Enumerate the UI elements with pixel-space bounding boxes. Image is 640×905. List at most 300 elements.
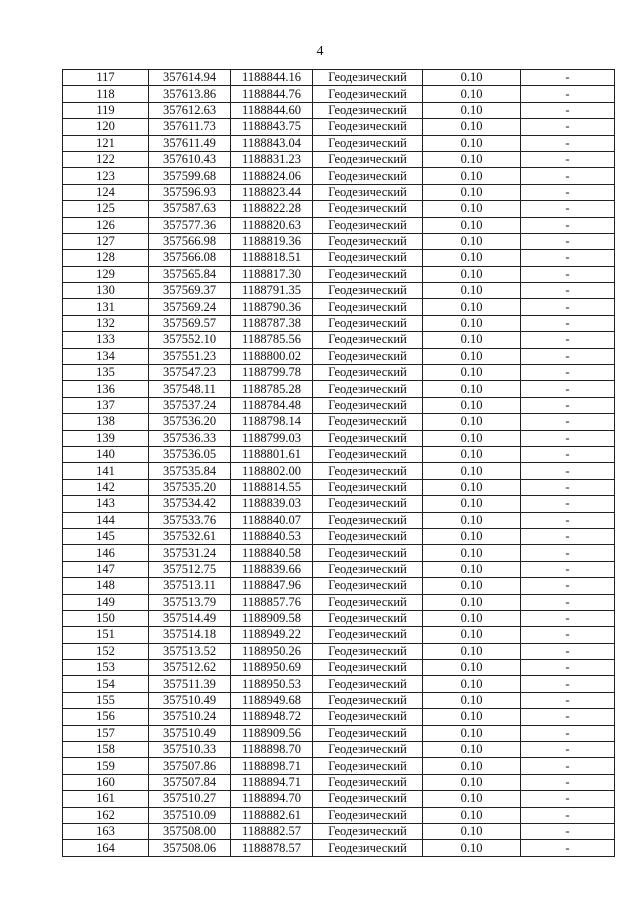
table-row — [63, 414, 615, 430]
method-cell: Геодезический — [313, 676, 423, 692]
accuracy-cell: 0.10 — [423, 643, 521, 659]
accuracy-cell: 0.10 — [423, 430, 521, 446]
description-cell: - — [521, 348, 615, 364]
x-coordinate-cell: 357514.18 — [149, 627, 231, 643]
accuracy-cell: 0.10 — [423, 184, 521, 200]
description-cell: - — [521, 840, 615, 856]
description-cell: - — [521, 315, 615, 331]
x-coordinate-cell: 357611.49 — [149, 135, 231, 151]
method-cell: Геодезический — [313, 774, 423, 790]
y-coordinate-cell: 1188824.06 — [231, 168, 313, 184]
accuracy-cell: 0.10 — [423, 233, 521, 249]
method-cell: Геодезический — [313, 332, 423, 348]
table-row — [63, 184, 615, 200]
table-row — [63, 528, 615, 544]
method-cell: Геодезический — [313, 463, 423, 479]
accuracy-cell: 0.10 — [423, 791, 521, 807]
method-cell: Геодезический — [313, 840, 423, 856]
x-coordinate-cell: 357510.24 — [149, 709, 231, 725]
description-cell: - — [521, 168, 615, 184]
description-cell: - — [521, 250, 615, 266]
accuracy-cell: 0.10 — [423, 774, 521, 790]
y-coordinate-cell: 1188950.69 — [231, 660, 313, 676]
point-number-cell: 152 — [63, 643, 149, 659]
description-cell: - — [521, 102, 615, 118]
table-row — [63, 676, 615, 692]
accuracy-cell: 0.10 — [423, 627, 521, 643]
x-coordinate-cell: 357596.93 — [149, 184, 231, 200]
y-coordinate-cell: 1188898.71 — [231, 758, 313, 774]
x-coordinate-cell: 357514.49 — [149, 610, 231, 626]
x-coordinate-cell: 357552.10 — [149, 332, 231, 348]
x-coordinate-cell: 357548.11 — [149, 381, 231, 397]
description-cell: - — [521, 365, 615, 381]
description-cell: - — [521, 151, 615, 167]
point-number-cell: 145 — [63, 528, 149, 544]
accuracy-cell: 0.10 — [423, 315, 521, 331]
coordinates-table-body — [63, 70, 615, 857]
x-coordinate-cell: 357612.63 — [149, 102, 231, 118]
y-coordinate-cell: 1188909.56 — [231, 725, 313, 741]
x-coordinate-cell: 357512.75 — [149, 561, 231, 577]
accuracy-cell: 0.10 — [423, 217, 521, 233]
accuracy-cell: 0.10 — [423, 299, 521, 315]
y-coordinate-cell: 1188840.07 — [231, 512, 313, 528]
method-cell: Геодезический — [313, 102, 423, 118]
x-coordinate-cell: 357510.27 — [149, 791, 231, 807]
table-row — [63, 348, 615, 364]
accuracy-cell: 0.10 — [423, 168, 521, 184]
x-coordinate-cell: 357535.84 — [149, 463, 231, 479]
table-row — [63, 692, 615, 708]
description-cell: - — [521, 86, 615, 102]
method-cell: Геодезический — [313, 545, 423, 561]
table-row — [63, 446, 615, 462]
x-coordinate-cell: 357510.33 — [149, 742, 231, 758]
accuracy-cell: 0.10 — [423, 742, 521, 758]
point-number-cell: 146 — [63, 545, 149, 561]
description-cell: - — [521, 119, 615, 135]
x-coordinate-cell: 357569.37 — [149, 283, 231, 299]
x-coordinate-cell: 357533.76 — [149, 512, 231, 528]
point-number-cell: 162 — [63, 807, 149, 823]
table-row — [63, 545, 615, 561]
accuracy-cell: 0.10 — [423, 365, 521, 381]
y-coordinate-cell: 1188950.26 — [231, 643, 313, 659]
method-cell: Геодезический — [313, 86, 423, 102]
accuracy-cell: 0.10 — [423, 250, 521, 266]
point-number-cell: 142 — [63, 479, 149, 495]
method-cell: Геодезический — [313, 594, 423, 610]
x-coordinate-cell: 357513.79 — [149, 594, 231, 610]
y-coordinate-cell: 1188798.14 — [231, 414, 313, 430]
y-coordinate-cell: 1188844.16 — [231, 70, 313, 86]
y-coordinate-cell: 1188823.44 — [231, 184, 313, 200]
point-number-cell: 132 — [63, 315, 149, 331]
method-cell: Геодезический — [313, 348, 423, 364]
accuracy-cell: 0.10 — [423, 823, 521, 839]
accuracy-cell: 0.10 — [423, 446, 521, 462]
y-coordinate-cell: 1188790.36 — [231, 299, 313, 315]
y-coordinate-cell: 1188802.00 — [231, 463, 313, 479]
method-cell: Геодезический — [313, 266, 423, 282]
point-number-cell: 157 — [63, 725, 149, 741]
accuracy-cell: 0.10 — [423, 561, 521, 577]
x-coordinate-cell: 357551.23 — [149, 348, 231, 364]
accuracy-cell: 0.10 — [423, 709, 521, 725]
table-row — [63, 266, 615, 282]
table-row — [63, 315, 615, 331]
description-cell: - — [521, 627, 615, 643]
point-number-cell: 131 — [63, 299, 149, 315]
accuracy-cell: 0.10 — [423, 463, 521, 479]
method-cell: Геодезический — [313, 446, 423, 462]
y-coordinate-cell: 1188801.61 — [231, 446, 313, 462]
method-cell: Геодезический — [313, 660, 423, 676]
description-cell: - — [521, 692, 615, 708]
description-cell: - — [521, 135, 615, 151]
method-cell: Геодезический — [313, 119, 423, 135]
description-cell: - — [521, 774, 615, 790]
description-cell: - — [521, 545, 615, 561]
y-coordinate-cell: 1188843.04 — [231, 135, 313, 151]
table-row — [63, 791, 615, 807]
y-coordinate-cell: 1188948.72 — [231, 709, 313, 725]
method-cell: Геодезический — [313, 742, 423, 758]
accuracy-cell: 0.10 — [423, 545, 521, 561]
y-coordinate-cell: 1188949.68 — [231, 692, 313, 708]
description-cell: - — [521, 70, 615, 86]
x-coordinate-cell: 357534.42 — [149, 496, 231, 512]
x-coordinate-cell: 357532.61 — [149, 528, 231, 544]
method-cell: Геодезический — [313, 561, 423, 577]
table-row — [63, 201, 615, 217]
table-row — [63, 807, 615, 823]
x-coordinate-cell: 357577.36 — [149, 217, 231, 233]
x-coordinate-cell: 357512.62 — [149, 660, 231, 676]
method-cell: Геодезический — [313, 365, 423, 381]
accuracy-cell: 0.10 — [423, 758, 521, 774]
method-cell: Геодезический — [313, 627, 423, 643]
page-number: 4 — [316, 44, 324, 59]
description-cell: - — [521, 217, 615, 233]
x-coordinate-cell: 357508.06 — [149, 840, 231, 856]
method-cell: Геодезический — [313, 201, 423, 217]
accuracy-cell: 0.10 — [423, 692, 521, 708]
method-cell: Геодезический — [313, 168, 423, 184]
y-coordinate-cell: 1188799.78 — [231, 365, 313, 381]
method-cell: Геодезический — [313, 381, 423, 397]
table-row — [63, 217, 615, 233]
method-cell: Геодезический — [313, 250, 423, 266]
method-cell: Геодезический — [313, 643, 423, 659]
x-coordinate-cell: 357610.43 — [149, 151, 231, 167]
method-cell: Геодезический — [313, 414, 423, 430]
y-coordinate-cell: 1188894.70 — [231, 791, 313, 807]
accuracy-cell: 0.10 — [423, 578, 521, 594]
description-cell: - — [521, 561, 615, 577]
table-row — [63, 151, 615, 167]
accuracy-cell: 0.10 — [423, 676, 521, 692]
table-row — [63, 660, 615, 676]
point-number-cell: 135 — [63, 365, 149, 381]
y-coordinate-cell: 1188949.22 — [231, 627, 313, 643]
x-coordinate-cell: 357510.09 — [149, 807, 231, 823]
table-row — [63, 233, 615, 249]
table-row — [63, 332, 615, 348]
table-row — [63, 102, 615, 118]
method-cell: Геодезический — [313, 397, 423, 413]
point-number-cell: 121 — [63, 135, 149, 151]
x-coordinate-cell: 357614.94 — [149, 70, 231, 86]
table-row — [63, 643, 615, 659]
table-row — [63, 365, 615, 381]
table-row — [63, 86, 615, 102]
point-number-cell: 125 — [63, 201, 149, 217]
x-coordinate-cell: 357569.57 — [149, 315, 231, 331]
accuracy-cell: 0.10 — [423, 86, 521, 102]
method-cell: Геодезический — [313, 184, 423, 200]
y-coordinate-cell: 1188831.23 — [231, 151, 313, 167]
y-coordinate-cell: 1188785.56 — [231, 332, 313, 348]
point-number-cell: 136 — [63, 381, 149, 397]
y-coordinate-cell: 1188791.35 — [231, 283, 313, 299]
coordinates-table — [62, 69, 615, 857]
point-number-cell: 160 — [63, 774, 149, 790]
point-number-cell: 143 — [63, 496, 149, 512]
y-coordinate-cell: 1188817.30 — [231, 266, 313, 282]
table-row — [63, 430, 615, 446]
description-cell: - — [521, 610, 615, 626]
description-cell: - — [521, 512, 615, 528]
x-coordinate-cell: 357510.49 — [149, 692, 231, 708]
accuracy-cell: 0.10 — [423, 594, 521, 610]
accuracy-cell: 0.10 — [423, 414, 521, 430]
y-coordinate-cell: 1188787.38 — [231, 315, 313, 331]
accuracy-cell: 0.10 — [423, 512, 521, 528]
point-number-cell: 130 — [63, 283, 149, 299]
x-coordinate-cell: 357507.84 — [149, 774, 231, 790]
accuracy-cell: 0.10 — [423, 151, 521, 167]
point-number-cell: 151 — [63, 627, 149, 643]
method-cell: Геодезический — [313, 233, 423, 249]
y-coordinate-cell: 1188784.48 — [231, 397, 313, 413]
table-row — [63, 381, 615, 397]
description-cell: - — [521, 479, 615, 495]
point-number-cell: 141 — [63, 463, 149, 479]
point-number-cell: 137 — [63, 397, 149, 413]
point-number-cell: 120 — [63, 119, 149, 135]
method-cell: Геодезический — [313, 299, 423, 315]
point-number-cell: 128 — [63, 250, 149, 266]
description-cell: - — [521, 758, 615, 774]
table-row — [63, 709, 615, 725]
method-cell: Геодезический — [313, 430, 423, 446]
table-row — [63, 774, 615, 790]
x-coordinate-cell: 357510.49 — [149, 725, 231, 741]
description-cell: - — [521, 709, 615, 725]
description-cell: - — [521, 594, 615, 610]
description-cell: - — [521, 742, 615, 758]
description-cell: - — [521, 660, 615, 676]
table-row — [63, 823, 615, 839]
x-coordinate-cell: 357587.63 — [149, 201, 231, 217]
method-cell: Геодезический — [313, 758, 423, 774]
point-number-cell: 133 — [63, 332, 149, 348]
point-number-cell: 129 — [63, 266, 149, 282]
table-row — [63, 299, 615, 315]
point-number-cell: 150 — [63, 610, 149, 626]
x-coordinate-cell: 357507.86 — [149, 758, 231, 774]
accuracy-cell: 0.10 — [423, 119, 521, 135]
table-row — [63, 725, 615, 741]
point-number-cell: 139 — [63, 430, 149, 446]
description-cell: - — [521, 725, 615, 741]
accuracy-cell: 0.10 — [423, 479, 521, 495]
x-coordinate-cell: 357511.39 — [149, 676, 231, 692]
y-coordinate-cell: 1188819.36 — [231, 233, 313, 249]
accuracy-cell: 0.10 — [423, 348, 521, 364]
accuracy-cell: 0.10 — [423, 201, 521, 217]
point-number-cell: 127 — [63, 233, 149, 249]
point-number-cell: 149 — [63, 594, 149, 610]
method-cell: Геодезический — [313, 70, 423, 86]
table-row — [63, 479, 615, 495]
description-cell: - — [521, 496, 615, 512]
description-cell: - — [521, 414, 615, 430]
point-number-cell: 148 — [63, 578, 149, 594]
x-coordinate-cell: 357536.05 — [149, 446, 231, 462]
x-coordinate-cell: 357547.23 — [149, 365, 231, 381]
x-coordinate-cell: 357508.00 — [149, 823, 231, 839]
description-cell: - — [521, 463, 615, 479]
table-row — [63, 496, 615, 512]
point-number-cell: 134 — [63, 348, 149, 364]
description-cell: - — [521, 823, 615, 839]
y-coordinate-cell: 1188799.03 — [231, 430, 313, 446]
x-coordinate-cell: 357536.20 — [149, 414, 231, 430]
x-coordinate-cell: 357611.73 — [149, 119, 231, 135]
table-row — [63, 463, 615, 479]
method-cell: Геодезический — [313, 315, 423, 331]
y-coordinate-cell: 1188840.53 — [231, 528, 313, 544]
y-coordinate-cell: 1188898.70 — [231, 742, 313, 758]
x-coordinate-cell: 357566.08 — [149, 250, 231, 266]
y-coordinate-cell: 1188894.71 — [231, 774, 313, 790]
point-number-cell: 138 — [63, 414, 149, 430]
point-number-cell: 154 — [63, 676, 149, 692]
accuracy-cell: 0.10 — [423, 70, 521, 86]
x-coordinate-cell: 357565.84 — [149, 266, 231, 282]
description-cell: - — [521, 283, 615, 299]
y-coordinate-cell: 1188814.55 — [231, 479, 313, 495]
table-row — [63, 578, 615, 594]
method-cell: Геодезический — [313, 283, 423, 299]
method-cell: Геодезический — [313, 512, 423, 528]
description-cell: - — [521, 430, 615, 446]
x-coordinate-cell: 357537.24 — [149, 397, 231, 413]
accuracy-cell: 0.10 — [423, 660, 521, 676]
point-number-cell: 126 — [63, 217, 149, 233]
y-coordinate-cell: 1188818.51 — [231, 250, 313, 266]
method-cell: Геодезический — [313, 151, 423, 167]
x-coordinate-cell: 357513.11 — [149, 578, 231, 594]
description-cell: - — [521, 201, 615, 217]
description-cell: - — [521, 578, 615, 594]
point-number-cell: 119 — [63, 102, 149, 118]
y-coordinate-cell: 1188840.58 — [231, 545, 313, 561]
table-row — [63, 512, 615, 528]
accuracy-cell: 0.10 — [423, 725, 521, 741]
y-coordinate-cell: 1188909.58 — [231, 610, 313, 626]
x-coordinate-cell: 357566.98 — [149, 233, 231, 249]
point-number-cell: 124 — [63, 184, 149, 200]
table-row — [63, 397, 615, 413]
x-coordinate-cell: 357535.20 — [149, 479, 231, 495]
point-number-cell: 118 — [63, 86, 149, 102]
point-number-cell: 140 — [63, 446, 149, 462]
table-row — [63, 70, 615, 86]
y-coordinate-cell: 1188847.96 — [231, 578, 313, 594]
description-cell: - — [521, 528, 615, 544]
accuracy-cell: 0.10 — [423, 135, 521, 151]
x-coordinate-cell: 357599.68 — [149, 168, 231, 184]
table-row — [63, 758, 615, 774]
description-cell: - — [521, 184, 615, 200]
x-coordinate-cell: 357531.24 — [149, 545, 231, 561]
table-row — [63, 610, 615, 626]
accuracy-cell: 0.10 — [423, 840, 521, 856]
method-cell: Геодезический — [313, 496, 423, 512]
description-cell: - — [521, 446, 615, 462]
accuracy-cell: 0.10 — [423, 397, 521, 413]
accuracy-cell: 0.10 — [423, 528, 521, 544]
table-row — [63, 840, 615, 856]
accuracy-cell: 0.10 — [423, 102, 521, 118]
y-coordinate-cell: 1188843.75 — [231, 119, 313, 135]
method-cell: Геодезический — [313, 692, 423, 708]
accuracy-cell: 0.10 — [423, 283, 521, 299]
point-number-cell: 161 — [63, 791, 149, 807]
point-number-cell: 122 — [63, 151, 149, 167]
table-row — [63, 135, 615, 151]
x-coordinate-cell: 357513.52 — [149, 643, 231, 659]
accuracy-cell: 0.10 — [423, 266, 521, 282]
point-number-cell: 144 — [63, 512, 149, 528]
y-coordinate-cell: 1188822.28 — [231, 201, 313, 217]
description-cell: - — [521, 791, 615, 807]
point-number-cell: 155 — [63, 692, 149, 708]
description-cell: - — [521, 233, 615, 249]
point-number-cell: 147 — [63, 561, 149, 577]
y-coordinate-cell: 1188857.76 — [231, 594, 313, 610]
point-number-cell: 117 — [63, 70, 149, 86]
point-number-cell: 123 — [63, 168, 149, 184]
method-cell: Геодезический — [313, 725, 423, 741]
method-cell: Геодезический — [313, 528, 423, 544]
method-cell: Геодезический — [313, 578, 423, 594]
y-coordinate-cell: 1188844.76 — [231, 86, 313, 102]
point-number-cell: 164 — [63, 840, 149, 856]
description-cell: - — [521, 381, 615, 397]
method-cell: Геодезический — [313, 610, 423, 626]
table-row — [63, 168, 615, 184]
method-cell: Геодезический — [313, 791, 423, 807]
y-coordinate-cell: 1188820.63 — [231, 217, 313, 233]
table-row — [63, 627, 615, 643]
accuracy-cell: 0.10 — [423, 332, 521, 348]
y-coordinate-cell: 1188844.60 — [231, 102, 313, 118]
